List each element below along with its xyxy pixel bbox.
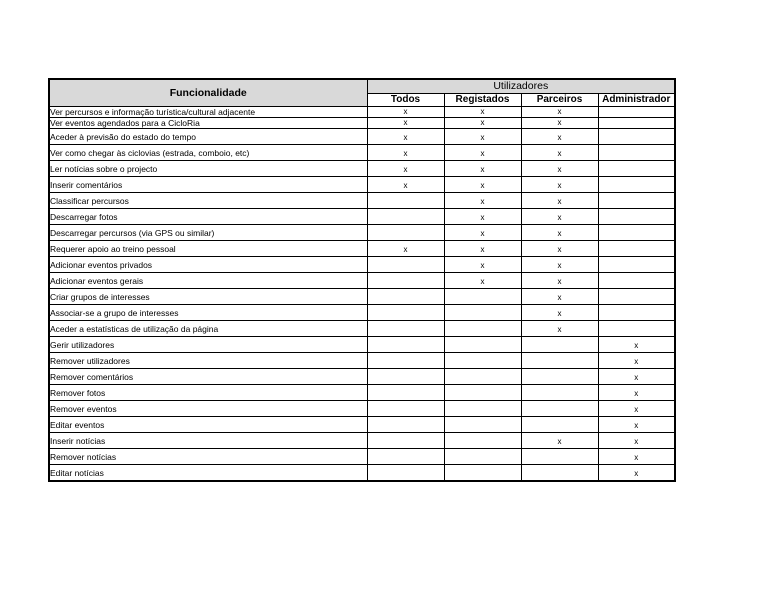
- mark-registados: x: [444, 241, 521, 257]
- mark-administrador: [598, 145, 675, 161]
- table-header: [49, 79, 675, 107]
- mark-administrador: x: [598, 369, 675, 385]
- table-row: [49, 321, 675, 337]
- mark-registados: [444, 401, 521, 417]
- mark-parceiros: [521, 385, 598, 401]
- mark-registados: x: [444, 161, 521, 177]
- mark-parceiros: x: [521, 225, 598, 241]
- mark-todos: [367, 353, 444, 369]
- table-row: [49, 289, 675, 305]
- feature-label: Aceder a estatísticas de utilização da página: [49, 321, 367, 337]
- mark-parceiros: x: [521, 209, 598, 225]
- mark-administrador: [598, 209, 675, 225]
- mark-todos: [367, 257, 444, 273]
- mark-parceiros: [521, 401, 598, 417]
- header-col-administrador: Administrador: [598, 94, 675, 107]
- mark-todos: [367, 289, 444, 305]
- mark-registados: [444, 353, 521, 369]
- table-row: [49, 129, 675, 145]
- mark-parceiros: [521, 337, 598, 353]
- mark-parceiros: x: [521, 305, 598, 321]
- header-users-group: Utilizadores: [367, 79, 675, 94]
- table-row: [49, 161, 675, 177]
- mark-registados: x: [444, 209, 521, 225]
- feature-label: Remover eventos: [49, 401, 367, 417]
- table-row: [49, 465, 675, 482]
- table-row: [49, 209, 675, 225]
- mark-todos: [367, 337, 444, 353]
- mark-parceiros: [521, 369, 598, 385]
- table-row: [49, 449, 675, 465]
- mark-parceiros: x: [521, 177, 598, 193]
- mark-parceiros: x: [521, 241, 598, 257]
- mark-registados: x: [444, 177, 521, 193]
- header-row-group: [49, 79, 675, 94]
- mark-parceiros: x: [521, 118, 598, 129]
- table-row: [49, 273, 675, 289]
- mark-administrador: [598, 118, 675, 129]
- mark-todos: x: [367, 107, 444, 118]
- mark-parceiros: x: [521, 257, 598, 273]
- mark-parceiros: x: [521, 129, 598, 145]
- table-row: [49, 385, 675, 401]
- mark-todos: [367, 321, 444, 337]
- feature-label: Remover fotos: [49, 385, 367, 401]
- mark-parceiros: x: [521, 145, 598, 161]
- table-row: [49, 193, 675, 209]
- mark-administrador: [598, 129, 675, 145]
- feature-label: Criar grupos de interesses: [49, 289, 367, 305]
- mark-todos: [367, 209, 444, 225]
- mark-registados: x: [444, 145, 521, 161]
- mark-registados: x: [444, 257, 521, 273]
- mark-parceiros: x: [521, 193, 598, 209]
- feature-label: Inserir notícias: [49, 433, 367, 449]
- feature-label: Gerir utilizadores: [49, 337, 367, 353]
- feature-label: Adicionar eventos privados: [49, 257, 367, 273]
- mark-registados: x: [444, 225, 521, 241]
- mark-todos: x: [367, 161, 444, 177]
- mark-administrador: [598, 273, 675, 289]
- table-row: [49, 257, 675, 273]
- mark-todos: [367, 433, 444, 449]
- permissions-table: [48, 78, 676, 482]
- mark-registados: [444, 385, 521, 401]
- mark-todos: [367, 465, 444, 482]
- table-row: [49, 369, 675, 385]
- mark-todos: [367, 385, 444, 401]
- mark-administrador: [598, 107, 675, 118]
- table-row: [49, 225, 675, 241]
- table-row: [49, 118, 675, 129]
- mark-todos: x: [367, 118, 444, 129]
- feature-label: Requerer apoio ao treino pessoal: [49, 241, 367, 257]
- header-feature: Funcionalidade: [49, 79, 367, 107]
- table-row: [49, 241, 675, 257]
- mark-registados: x: [444, 129, 521, 145]
- table-row: [49, 107, 675, 118]
- feature-label: Ver eventos agendados para a CicloRia: [49, 118, 367, 129]
- mark-administrador: [598, 193, 675, 209]
- mark-administrador: [598, 177, 675, 193]
- feature-label: Remover utilizadores: [49, 353, 367, 369]
- mark-administrador: x: [598, 465, 675, 482]
- mark-registados: [444, 449, 521, 465]
- table-row: [49, 401, 675, 417]
- table-row: [49, 145, 675, 161]
- table-row: [49, 177, 675, 193]
- mark-todos: [367, 401, 444, 417]
- table-row: [49, 433, 675, 449]
- mark-todos: x: [367, 241, 444, 257]
- header-col-todos: Todos: [367, 94, 444, 107]
- mark-todos: [367, 305, 444, 321]
- mark-parceiros: [521, 465, 598, 482]
- mark-parceiros: [521, 449, 598, 465]
- feature-label: Ver como chegar às ciclovias (estrada, comboio, etc): [49, 145, 367, 161]
- feature-label: Ler notícias sobre o projecto: [49, 161, 367, 177]
- mark-registados: [444, 305, 521, 321]
- mark-todos: x: [367, 145, 444, 161]
- table-row: [49, 337, 675, 353]
- mark-registados: x: [444, 118, 521, 129]
- mark-parceiros: x: [521, 433, 598, 449]
- feature-label: Descarregar fotos: [49, 209, 367, 225]
- mark-todos: [367, 225, 444, 241]
- feature-label: Associar-se a grupo de interesses: [49, 305, 367, 321]
- mark-registados: x: [444, 193, 521, 209]
- table-row: [49, 353, 675, 369]
- mark-registados: x: [444, 273, 521, 289]
- mark-administrador: x: [598, 385, 675, 401]
- feature-label: Editar notícias: [49, 465, 367, 482]
- mark-administrador: x: [598, 449, 675, 465]
- feature-label: Adicionar eventos gerais: [49, 273, 367, 289]
- feature-label: Remover comentários: [49, 369, 367, 385]
- mark-todos: x: [367, 177, 444, 193]
- feature-label: Aceder à previsão do estado do tempo: [49, 129, 367, 145]
- mark-registados: x: [444, 107, 521, 118]
- mark-administrador: [598, 161, 675, 177]
- mark-registados: [444, 465, 521, 482]
- mark-todos: [367, 417, 444, 433]
- mark-parceiros: x: [521, 107, 598, 118]
- mark-administrador: x: [598, 337, 675, 353]
- mark-todos: [367, 369, 444, 385]
- mark-administrador: x: [598, 401, 675, 417]
- mark-administrador: [598, 241, 675, 257]
- mark-administrador: x: [598, 353, 675, 369]
- mark-parceiros: x: [521, 273, 598, 289]
- mark-parceiros: x: [521, 289, 598, 305]
- mark-parceiros: [521, 353, 598, 369]
- feature-label: Classificar percursos: [49, 193, 367, 209]
- mark-todos: [367, 273, 444, 289]
- table-row: [49, 305, 675, 321]
- header-col-parceiros: Parceiros: [521, 94, 598, 107]
- mark-registados: [444, 369, 521, 385]
- table-body: [49, 107, 675, 482]
- mark-administrador: [598, 289, 675, 305]
- mark-administrador: x: [598, 417, 675, 433]
- feature-label: Ver percursos e informação turística/cultural adjacente: [49, 107, 367, 118]
- mark-administrador: [598, 257, 675, 273]
- mark-registados: [444, 337, 521, 353]
- mark-administrador: [598, 305, 675, 321]
- mark-registados: [444, 289, 521, 305]
- mark-todos: [367, 193, 444, 209]
- feature-label: Descarregar percursos (via GPS ou similar): [49, 225, 367, 241]
- mark-parceiros: x: [521, 161, 598, 177]
- feature-label: Inserir comentários: [49, 177, 367, 193]
- mark-registados: [444, 417, 521, 433]
- feature-label: Remover notícias: [49, 449, 367, 465]
- mark-administrador: x: [598, 433, 675, 449]
- mark-parceiros: x: [521, 321, 598, 337]
- table-row: [49, 417, 675, 433]
- feature-label: Editar eventos: [49, 417, 367, 433]
- mark-registados: [444, 433, 521, 449]
- mark-todos: [367, 449, 444, 465]
- mark-parceiros: [521, 417, 598, 433]
- mark-todos: x: [367, 129, 444, 145]
- mark-administrador: [598, 321, 675, 337]
- header-col-registados: Registados: [444, 94, 521, 107]
- mark-administrador: [598, 225, 675, 241]
- mark-registados: [444, 321, 521, 337]
